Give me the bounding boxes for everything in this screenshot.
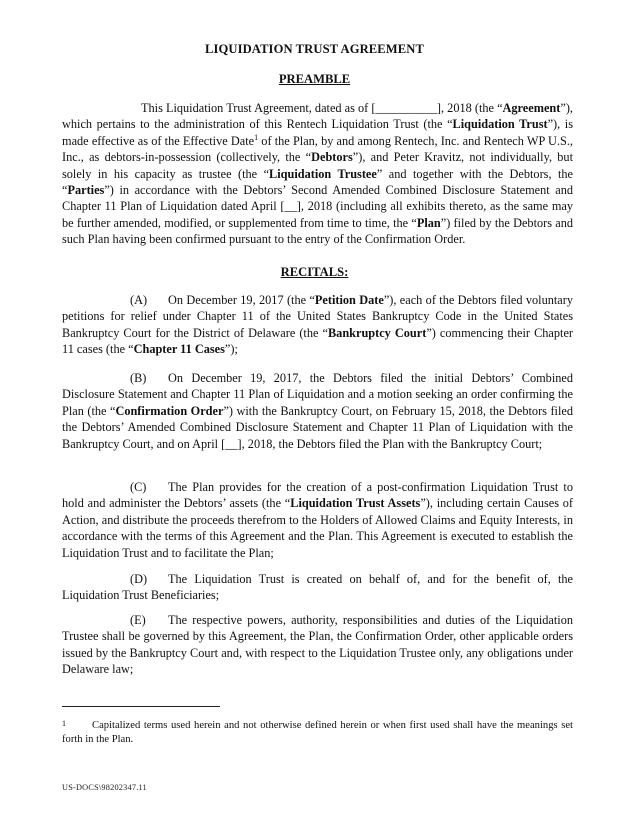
footnote xyxy=(62,719,573,748)
defined-term-liquidation-trustee: Liquidation Trustee xyxy=(269,166,377,181)
footnote-number: 1 xyxy=(62,719,66,728)
document-id: US-DOCS\98202347.11 xyxy=(62,783,147,792)
preamble-text: ”) in accordance with the Debtors’ Second Amended Combined Disclosure Statement and Chapter 11 Plan of Liquidation dated April [__], 2018 (including all exhibits thereto, as the same may be further amended, modified, or supplemented from time to time, the “ xyxy=(62,183,573,230)
document-title: LIQUIDATION TRUST AGREEMENT xyxy=(205,42,424,56)
defined-term-parties: Parties xyxy=(67,183,105,198)
recital-e xyxy=(62,612,573,678)
recital-label: (B) xyxy=(130,371,147,385)
preamble-paragraph xyxy=(62,100,573,248)
defined-term-chapter-11-cases: Chapter 11 Cases xyxy=(133,342,225,357)
recital-b xyxy=(62,370,573,452)
recital-text: The Plan provides for the creation of a post-confirmation Liquidation Trust to hold and administer the Debtors’ assets (the “ xyxy=(62,480,573,511)
footnote-reference: 1 xyxy=(254,132,259,142)
recital-d xyxy=(62,571,573,604)
recital-label: (E) xyxy=(130,613,146,627)
footnote-text: Capitalized terms used herein and not otherwise defined herein or when first used shall have the meanings set forth in the Plan. xyxy=(62,720,573,746)
preamble-text: ”), and Peter Kravitz, not individually, but solely in his capacity as trustee (the “ xyxy=(62,150,573,181)
defined-term-confirmation-order: Confirmation Order xyxy=(115,403,224,418)
recital-text: ”); xyxy=(224,342,238,357)
recital-text: On December 19, 2017, the Debtors filed the initial Debtors’ Combined Disclosure Statement and Chapter 11 Plan of Liquidation and a motion seeking an order confirming the Plan (the “ xyxy=(62,371,573,418)
defined-term-liquidation-trust: Liquidation Trust xyxy=(452,117,548,132)
defined-term-liquidation-trust-assets: Liquidation Trust Assets xyxy=(290,496,421,511)
footnote-divider xyxy=(62,706,220,707)
recital-text: ”), including certain Causes of Action, and distribute the proceeds therefrom to the Holders of Allowed Claims and Equity Interests, in accordance with the terms of this Agreement and the Plan. This Agreement is executed to establish the Liquidation Trust and to facilitate the Plan; xyxy=(62,496,573,560)
recital-label: (A) xyxy=(130,293,148,307)
recital-text: ”) with the Bankruptcy Court, on February 15, 2018, the Debtors filed the Debtors’ Amended Combined Disclosure Statement and Chapter 11 Plan of Liquidation with the Bankruptcy Court, and on April [__], 2018, the Debtors filed the Plan with the Bankruptcy Court; xyxy=(62,403,573,451)
recital-a xyxy=(62,292,573,358)
recital-text: ”) commencing their Chapter 11 cases (the “ xyxy=(62,325,573,357)
preamble-text: ”) filed by the Debtors and such Plan having been confirmed pursuant to the entry of the Confirmation Order. xyxy=(62,215,574,247)
defined-term-plan: Plan xyxy=(416,215,441,230)
preamble-text: ” and together with the Debtors, the “ xyxy=(62,166,573,198)
preamble-text: of the Plan, by and among Rentech, Inc. and Rentech WP U.S., Inc., as debtors-in-possession (collectively, the “ xyxy=(62,133,573,165)
defined-term-debtors: Debtors xyxy=(311,150,353,165)
defined-term-bankruptcy-court: Bankruptcy Court xyxy=(327,325,427,340)
defined-term-petition-date: Petition Date xyxy=(314,293,384,307)
recital-text: The respective powers, authority, responsibilities and duties of the Liquidation Trustee shall be governed by this Agreement, the Plan, the Confirmation Order, other applicable orders issued by the Bankruptcy Court and, with respect to the Liquidation Trustee only, any obligations under Delaware law; xyxy=(62,613,573,677)
recital-text: On December 19, 2017 (the “ xyxy=(168,293,315,307)
recital-text: The Liquidation Trust is created on behalf of, and for the benefit of, the Liquidation Trust Beneficiaries; xyxy=(62,572,573,603)
preamble-heading: PREAMBLE xyxy=(278,72,351,86)
preamble-text: ”), which pertains to the administration of this Rentech Liquidation Trust (the “ xyxy=(62,101,573,132)
recital-c xyxy=(62,479,573,561)
preamble-text: ”), is made effective as of the Effective Date xyxy=(62,117,573,148)
recital-text: ”), each of the Debtors filed voluntary petitions for relief under Chapter 11 of the United States Bankruptcy Code in the United States Bankruptcy Court for the District of Delaware (the “ xyxy=(62,293,573,340)
defined-term-agreement: Agreement xyxy=(502,101,561,115)
recital-label: (D) xyxy=(130,572,148,586)
preamble-text: This Liquidation Trust Agreement, dated as of [__________], 2018 (the “ xyxy=(141,101,503,115)
recital-label: (C) xyxy=(130,480,147,494)
recitals-heading: RECITALS: xyxy=(280,265,349,279)
